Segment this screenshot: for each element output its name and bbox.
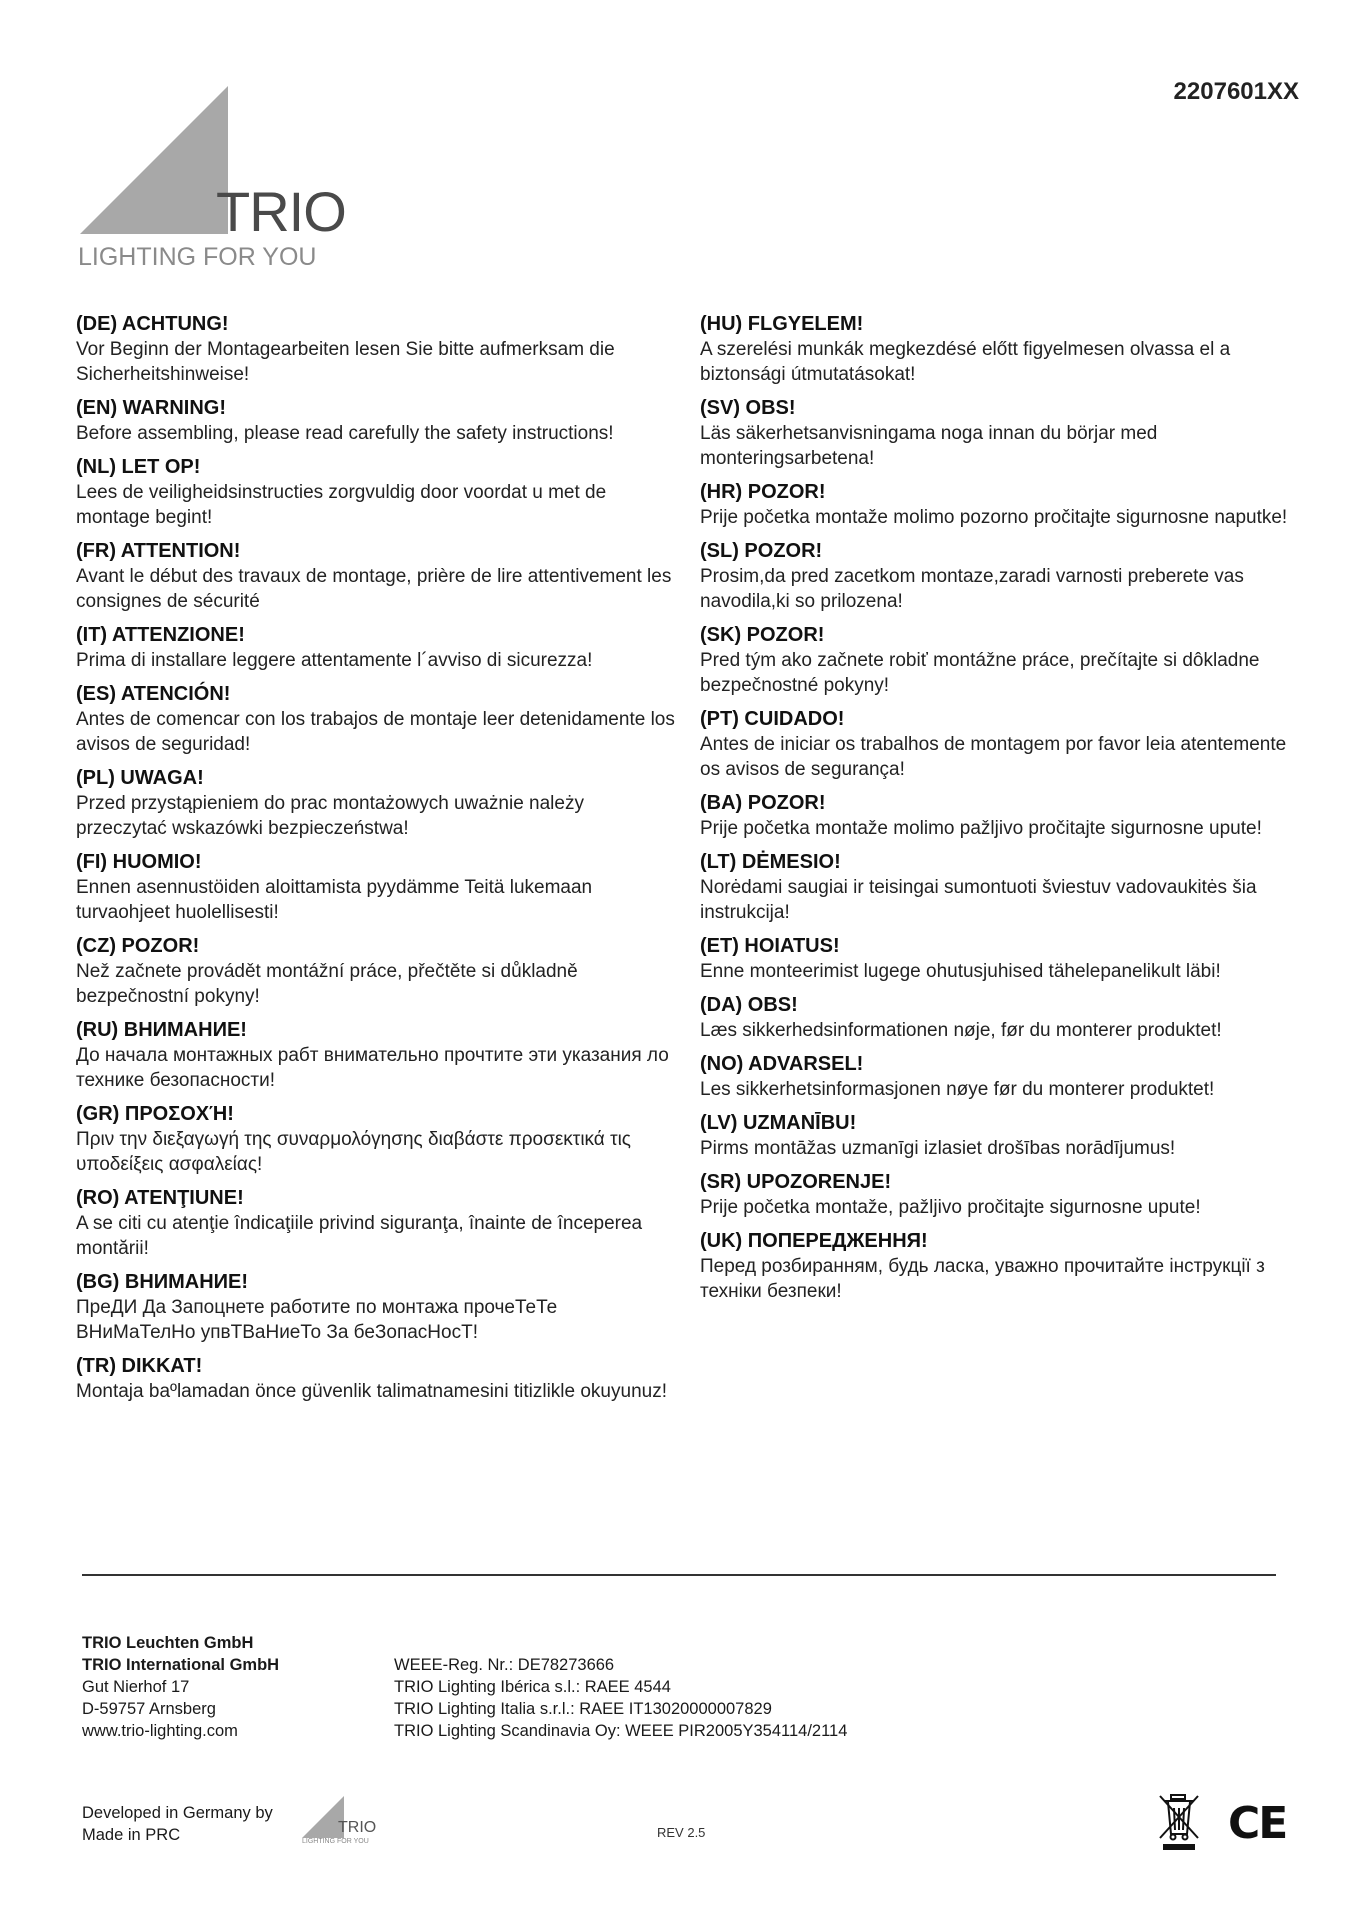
- warning-block: [700, 396, 1300, 471]
- warning-block: [76, 934, 676, 1009]
- product-code: 2207601XX: [1173, 78, 1299, 105]
- warning-block: [76, 1018, 676, 1093]
- warning-title: (SR) UPOZORENJE!: [700, 1171, 892, 1193]
- warning-text: Läs säkerhetsanvisningama noga innan du börjar med monteringsarbetena!: [700, 423, 1158, 469]
- warning-title: (TR) DIKKAT!: [76, 1355, 203, 1377]
- logo-brand: TRIO: [216, 180, 346, 243]
- warning-block: [700, 1229, 1300, 1304]
- warning-text: Než začnete provádět montážní práce, přečtěte si důkladně bezpečnostní pokyny!: [76, 961, 578, 1007]
- warning-text: Pirms montāžas uzmanīgi izlasiet drošības norādījumus!: [700, 1138, 1176, 1159]
- origin-info: [82, 1802, 273, 1846]
- warning-text: Przed przystąpieniem do prac montażowych uważnie należy przeczytać wskazówki bezpieczeństwa!: [76, 793, 584, 839]
- logo-triangle-icon: [80, 86, 228, 234]
- warning-text: Montaja baºlamadan önce güvenlik talimatnamesini titizlikle okuyunuz!: [76, 1381, 667, 1402]
- warning-text: Ennen asennustöiden aloittamista pyydämme Teitä lukemaan turvaohjeet huolellisesti!: [76, 877, 593, 923]
- warning-title: (CZ) POZOR!: [76, 935, 200, 957]
- warning-text: Перед розбиранням, будь ласка, уважно прочитайте інструкції з техніки безпеки!: [700, 1256, 1265, 1302]
- warning-block: [700, 312, 1300, 387]
- warning-block: [700, 539, 1300, 614]
- warning-text: Prije početka montaže molimo pozorno pročitajte sigurnosne naputke!: [700, 507, 1288, 528]
- warning-text: ПреДИ Да Запоцнете работите по монтажа прочеТеТе ВНиМаТелНо упвТВаНиеТо За беЗопасНосТ!: [76, 1297, 558, 1343]
- warning-block: [700, 1170, 1300, 1220]
- warning-title: (RO) ATENŢIUNE!: [76, 1187, 244, 1209]
- warning-title: (IT) ATTENZIONE!: [76, 624, 245, 646]
- mini-trio-logo: [302, 1796, 382, 1846]
- company-street: Gut Nierhof 17: [82, 1678, 190, 1696]
- warning-block: [76, 1354, 676, 1404]
- ce-mark: CE: [1228, 1798, 1287, 1849]
- divider: [82, 1574, 1276, 1576]
- warning-text: Læs sikkerhedsinformationen nøje, før du monterer produktet!: [700, 1020, 1222, 1041]
- warning-block: [700, 707, 1300, 782]
- warning-title: (NO) ADVARSEL!: [700, 1053, 864, 1075]
- warning-text: Antes de comencar con los trabajos de montaje leer detenidamente los avisos de seguridad!: [76, 709, 675, 755]
- warning-block: [700, 623, 1300, 698]
- warning-block: [76, 396, 676, 446]
- warning-title: (DE) ACHTUNG!: [76, 313, 229, 335]
- warning-block: [76, 1102, 676, 1177]
- warning-title: (LV) UZMANĪBU!: [700, 1112, 857, 1134]
- warning-title: (RU) ВНИМАНИЕ!: [76, 1019, 247, 1041]
- warning-title: (SV) OBS!: [700, 397, 796, 419]
- warning-text: Prosim,da pred zacetkom montaze,zaradi varnosti preberete vas navodila,ki so prilozena!: [700, 566, 1244, 612]
- warning-text: Les sikkerhetsinformasjonen nøye før du monterer produktet!: [700, 1079, 1215, 1100]
- weee-italia: TRIO Lighting Italia s.r.l.: RAEE IT13020000007829: [394, 1700, 772, 1718]
- warning-text: Prima di installare leggere attentamente l´avviso di sicurezza!: [76, 650, 593, 671]
- warning-block: [700, 934, 1300, 984]
- warning-block: [76, 455, 676, 530]
- trio-logo: [78, 86, 358, 276]
- warning-text: Avant le début des travaux de montage, prière de lire attentivement les consignes de sécurité: [76, 566, 672, 612]
- warnings-left-column: [76, 312, 676, 1413]
- warning-text: Norėdami saugiai ir teisingai sumontuoti šviestuv vadovaukitės šia instrukcija!: [700, 877, 1257, 923]
- warning-block: [700, 791, 1300, 841]
- warning-text: Before assembling, please read carefully the safety instructions!: [76, 423, 614, 444]
- warning-title: (SL) POZOR!: [700, 540, 823, 562]
- company-city: D-59757 Arnsberg: [82, 1700, 216, 1718]
- weee-reg: WEEE-Reg. Nr.: DE78273666: [394, 1656, 615, 1674]
- logo-tagline: LIGHTING FOR YOU: [78, 243, 317, 271]
- warning-title: (UK) ПОПЕРЕДЖЕННЯ!: [700, 1230, 928, 1252]
- warning-text: Πριν την διεξαγωγή της συναρμολόγησης διαβάστε προσεκτικά τις υποδείξεις ασφαλείας!: [76, 1129, 631, 1175]
- warning-title: (LT) DĖMESIO!: [700, 851, 841, 873]
- warning-text: Lees de veiligheidsinstructies zorgvuldig door voordat u met de montage begint!: [76, 482, 607, 528]
- warning-text: Prije početka montaže molimo pažljivo pročitajte sigurnosne upute!: [700, 818, 1262, 839]
- warning-title: (PL) UWAGA!: [76, 767, 204, 789]
- warning-title: (GR) ΠΡΟΣΟΧΉ!: [76, 1103, 234, 1125]
- warning-block: [76, 1270, 676, 1345]
- warning-title: (ES) ATENCIÓN!: [76, 683, 231, 705]
- warning-block: [700, 1111, 1300, 1161]
- warning-block: [700, 480, 1300, 530]
- warning-title: (NL) LET OP!: [76, 456, 201, 478]
- warning-block: [76, 850, 676, 925]
- weee-scandinavia: TRIO Lighting Scandinavia Oy: WEEE PIR2005Y354114/2114: [394, 1722, 848, 1740]
- warning-block: [76, 312, 676, 387]
- warning-block: [76, 766, 676, 841]
- warning-title: (PT) CUIDADO!: [700, 708, 845, 730]
- company-website: www.trio-lighting.com: [82, 1722, 238, 1740]
- weee-bin-icon: [1157, 1792, 1201, 1852]
- warning-text: Enne monteerimist lugege ohutusjuhised tähelepanelikult läbi!: [700, 961, 1221, 982]
- weee-registrations: [394, 1654, 847, 1742]
- company-name-1: TRIO Leuchten GmbH: [82, 1634, 254, 1652]
- warning-text: Prije početka montaže, pažljivo pročitajte sigurnosne upute!: [700, 1197, 1201, 1218]
- warning-title: (ET) HOIATUS!: [700, 935, 840, 957]
- warning-text: Antes de iniciar os trabalhos de montagem por favor leia atentemente os avisos de segurança!: [700, 734, 1287, 780]
- warning-block: [76, 623, 676, 673]
- mini-logo-tagline: LIGHTING FOR YOU: [302, 1838, 369, 1845]
- mini-logo-brand: TRIO: [338, 1819, 377, 1836]
- warning-title: (FR) ATTENTION!: [76, 540, 241, 562]
- warning-block: [76, 539, 676, 614]
- warning-title: (HU) FLGYELEM!: [700, 313, 864, 335]
- company-name-2: TRIO International GmbH: [82, 1656, 280, 1674]
- warning-block: [700, 1052, 1300, 1102]
- warning-title: (EN) WARNING!: [76, 397, 226, 419]
- company-address: [82, 1632, 279, 1742]
- warning-block: [700, 850, 1300, 925]
- warning-block: [700, 993, 1300, 1043]
- warnings-right-column: [700, 312, 1300, 1313]
- warning-title: (BG) ВНИМАНИЕ!: [76, 1271, 249, 1293]
- warning-title: (DA) OBS!: [700, 994, 798, 1016]
- warning-title: (SK) POZOR!: [700, 624, 825, 646]
- revision: REV 2.5: [657, 1825, 706, 1840]
- warning-text: До начала монтажных рабт внимательно прочтите эти указания ло технике безопасности!: [76, 1045, 669, 1091]
- warning-text: Pred tým ako začnete robiť montážne práce, prečítajte si dôkladne bezpečnostné pokyny!: [700, 650, 1260, 696]
- warning-title: (FI) HUOMIO!: [76, 851, 202, 873]
- weee-iberica: TRIO Lighting Ibérica s.l.: RAEE 4544: [394, 1678, 671, 1696]
- made-in: Made in PRC: [82, 1826, 181, 1844]
- warning-text: A se citi cu atenţie îndicaţiile privind siguranţa, înainte de începerea montării!: [76, 1213, 643, 1259]
- developed-in: Developed in Germany by: [82, 1804, 273, 1822]
- warning-text: Vor Beginn der Montagearbeiten lesen Sie bitte aufmerksam die Sicherheitshinweise!: [76, 339, 615, 385]
- warning-block: [76, 1186, 676, 1261]
- warning-block: [76, 682, 676, 757]
- warning-text: A szerelési munkák megkezdésé előtt figyelmesen olvassa el a biztonsági útmutatásokat!: [700, 339, 1231, 385]
- warning-title: (BA) POZOR!: [700, 792, 826, 814]
- warning-title: (HR) POZOR!: [700, 481, 826, 503]
